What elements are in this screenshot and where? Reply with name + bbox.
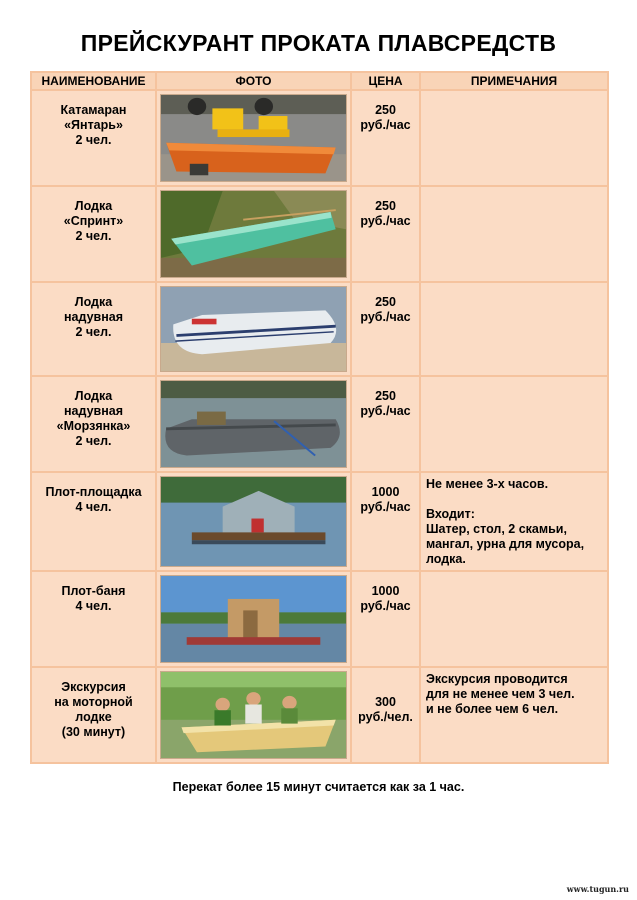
column-header-price: ЦЕНА (351, 72, 420, 90)
price-table (30, 71, 609, 764)
green-sprint-boat-photo (160, 190, 347, 278)
table-row (31, 667, 608, 763)
item-note (420, 282, 608, 376)
motorboat-excursion-photo (160, 671, 347, 759)
item-photo-cell (156, 376, 351, 472)
item-name: Плот-баня 4 чел. (31, 571, 156, 667)
item-note (420, 186, 608, 282)
site-watermark: www.tugun.ru (566, 884, 629, 894)
raft-platform-tent-photo (160, 476, 347, 567)
table-header-row (31, 72, 608, 90)
table-row (31, 571, 608, 667)
item-price: 250 руб./час (351, 282, 420, 376)
item-name: Лодка надувная 2 чел. (31, 282, 156, 376)
item-note: Экскурсия проводится для не менее чем 3 чел. и не более чем 6 чел. (420, 667, 608, 763)
item-photo-cell (156, 186, 351, 282)
item-name: Катамаран «Янтарь» 2 чел. (31, 90, 156, 186)
white-inflatable-boat-photo (160, 286, 347, 372)
item-note: Не менее 3-х часов. Входит: Шатер, стол, 2 скамьи, мангал, урна для мусора, лодка. (420, 472, 608, 571)
item-photo-cell (156, 472, 351, 571)
table-row (31, 472, 608, 571)
table-row (31, 90, 608, 186)
raft-sauna-photo (160, 575, 347, 663)
item-photo-cell (156, 282, 351, 376)
item-name: Экскурсия на моторной лодке (30 минут) (31, 667, 156, 763)
column-header-name: НАИМЕНОВАНИЕ (31, 72, 156, 90)
item-name: Лодка надувная «Морзянка» 2 чел. (31, 376, 156, 472)
table-row (31, 376, 608, 472)
table-row (31, 282, 608, 376)
column-header-notes: ПРИМЕЧАНИЯ (420, 72, 608, 90)
item-note (420, 90, 608, 186)
item-photo-cell (156, 571, 351, 667)
column-header-photo: ФОТО (156, 72, 351, 90)
item-price: 300 руб./чел. (351, 667, 420, 763)
item-price: 250 руб./час (351, 186, 420, 282)
item-price: 1000 руб./час (351, 472, 420, 571)
footer-note: Перекат более 15 минут считается как за 1 час. (172, 780, 465, 794)
orange-pedal-catamaran-photo (160, 94, 347, 182)
item-photo-cell (156, 667, 351, 763)
item-note (420, 571, 608, 667)
grey-inflatable-morzyanka-photo (160, 380, 347, 468)
item-price: 1000 руб./час (351, 571, 420, 667)
table-row (31, 186, 608, 282)
item-name: Лодка «Спринт» 2 чел. (31, 186, 156, 282)
item-price: 250 руб./час (351, 376, 420, 472)
item-photo-cell (156, 90, 351, 186)
page-title: ПРЕЙСКУРАНТ ПРОКАТА ПЛАВСРЕДСТВ (80, 30, 557, 56)
item-note (420, 376, 608, 472)
item-price: 250 руб./час (351, 90, 420, 186)
item-name: Плот-площадка 4 чел. (31, 472, 156, 571)
